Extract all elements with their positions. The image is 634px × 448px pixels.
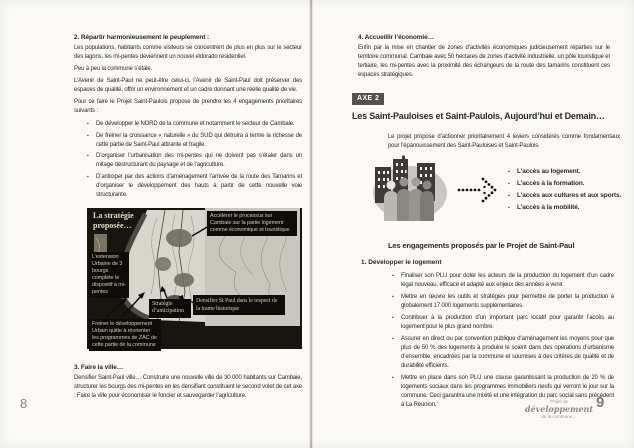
left-page-content	[74, 34, 302, 404]
section2-heading: 2. Répartir harmonieusement le peuplement :	[74, 34, 210, 41]
lever-text: L’accès à la formation.	[517, 179, 585, 187]
section4	[358, 34, 610, 80]
map-label-freiner: Freiner le développement Urbain quitte à réorienter les programmes de ZAC de cette partie de la commune	[89, 319, 161, 351]
bullet-icon: ▪	[87, 153, 89, 159]
bullet-text: Assurer en direct ou par convention publique d’aménagement les moyens pour que plus de 50 % des logements à produire le soient dans des opérations d’urbanisme d’ensemble, encadrées par la commune et soumises à des critères de qualité et de durabilité efficients.	[401, 335, 614, 369]
list-item	[87, 152, 302, 170]
bullet-icon: ▪	[87, 173, 89, 180]
list-item	[87, 173, 302, 200]
footer-line: de la commune…	[541, 413, 577, 419]
bullet-icon: ▪	[392, 293, 394, 300]
right-page	[314, 0, 634, 448]
bullet-text: De freiner la croissance « naturelle » du SUD qui détruira à terme la richesse de cette partie de Saint-Paul attirante et fragile.	[96, 132, 302, 148]
bullet-text: D’anticiper par des actions d’aménagement l’arrivée de la route des Tamarins et d’organiser le développement des hauts à partir de cette nouvelle voie structurante.	[96, 173, 302, 198]
footer-line: Projet de	[549, 399, 568, 404]
section3-paragraph: Densifier Saint-Paul ville… Construire une nouvelle ville de 30 000 habitants sur Cambaie, structurer les bourgs des mi-pentes en les densifiant constituent le second volet de cet axe : Faire la ville pour économiser le foncier et sauvegarder l’agriculture.	[74, 374, 302, 399]
bullet-icon: ▪	[508, 192, 510, 199]
bullet-icon: ▪	[87, 121, 89, 127]
bullet-icon: ▪	[508, 180, 510, 187]
bullet-text: Mettre en place dans son PLU une clause garantissant la production de 20 % de logements sociaux dans les programmes immobiliers neufs qui verront le jour sur la commune. Ceci garantira une mixité et une intégration du parc social sans précédent à La Réunion.	[401, 374, 615, 408]
map-label-accelerer: Accélérer le processus sur Cambaie sur la partie logement comme économique et touristique	[207, 211, 297, 236]
map-label-extension: L’extension Urbaine de 3 bourgs complète le dispositif à mi-pentes	[89, 252, 129, 298]
bullet-text: Finaliser son PLU pour doter les acteurs de la production du logement d’un cadre légal nouveau, efficace et adapté aux enjeux des années à venir.	[401, 272, 614, 288]
bullet-icon: ▪	[392, 272, 394, 279]
section2-paragraph: Les populations, habitants comme visiteurs se concentrent de plus en plus sur le secteur des lagons, les mi-pentes deviennent un nouvel eldorado résidentiel.	[74, 45, 302, 60]
list-item	[87, 120, 302, 129]
bullet-icon: ▪	[87, 132, 89, 139]
footer-line: développement	[524, 403, 594, 414]
strategy-map-figure	[87, 208, 302, 349]
map-label-densifier: Densifier St Paul dans le respect de la trame historique	[193, 295, 285, 315]
right-page-footer	[522, 399, 596, 419]
left-page-number: 8	[20, 396, 28, 411]
map-title: La stratégie proposée…	[93, 210, 134, 230]
section2-paragraph: L’Avenir de Saint-Paul ne peut-être celui-ci. l’Avenir de Saint-Paul doit préserver des espaces de qualité, offrir un environnement et un cadre donnant une réelle qualité de vie.	[74, 78, 302, 93]
bullet-icon: ▪	[392, 374, 394, 381]
right-page-number: 9	[596, 394, 605, 411]
levers-row	[370, 155, 622, 225]
section4-heading: 4. Accueillir l’économie…	[358, 34, 435, 41]
axe2-badge: AXE 2	[352, 93, 384, 105]
list-item	[392, 335, 614, 371]
engagements-subheading: 1. Développer le logement	[361, 258, 442, 266]
list-item	[508, 178, 621, 190]
section2-bullet-list	[74, 120, 302, 200]
dotted-arrow-icon	[456, 175, 502, 205]
section2-paragraph: Peu à peu la commune s’étale.	[74, 66, 153, 72]
bullet-icon: ▪	[392, 335, 394, 342]
lever-text: L’accès à la mobilité.	[517, 203, 580, 211]
bullet-icon: ▪	[508, 168, 510, 175]
section3-heading: 3. Faire la ville…	[74, 363, 124, 371]
section3	[74, 364, 302, 401]
axe2-intro: Le projet propose d’actionner prioritairement 4 leviers considérés comme fondamentaux pour l’épanouissement des Saint-Pauloises et Saint-Paulois.	[388, 133, 620, 149]
list-item	[392, 293, 614, 311]
city-people-illustration	[370, 155, 450, 225]
list-item	[508, 202, 621, 214]
list-item	[392, 314, 614, 332]
levers-list	[508, 166, 621, 214]
left-page	[0, 0, 310, 448]
axe2-heading: Les Saint-Pauloises et Saint-Paulois, Aujourd’hui et Demain…	[352, 110, 605, 121]
right-page-content	[352, 34, 622, 413]
lever-text: L’accès au logement.	[517, 167, 581, 175]
bullet-text: De développer le NORD de la commune et notamment le secteur de Cambaie.	[96, 121, 295, 127]
list-item	[87, 132, 302, 150]
section4-paragraph: Enfin par la mise en chantier de zones d’activités économiques judicieusement réparties sur le territoire communal. Cambaie avec 50 hectares de zones d’activité industrielle, un pôle touristique et tertiaire, les mi-pentes avec la proximité des échangeurs de la route des tamarins constituent ces espaces stratégiques.	[358, 45, 610, 78]
list-item	[392, 272, 614, 290]
list-item	[508, 190, 621, 202]
bullet-icon: ▪	[392, 314, 394, 321]
engagements-bullet-list	[352, 272, 614, 410]
engagements-heading: Les engagements proposés par le Projet de Saint-Paul	[388, 240, 575, 250]
list-item	[508, 166, 621, 178]
bullet-text: Contribuer à la production d’un important parc locatif pour garantir l’accès au logement pour le plus grand nombre.	[401, 314, 614, 330]
lever-text: L’accès aux cultures et aux sports.	[517, 191, 622, 199]
map-label-anticipation: Stratégie d’anticipation	[149, 299, 191, 318]
section2-paragraph: Pour ce faire le Projet Saint-Paulois propose de prendre les 4 engagements prioritaires suivants :	[74, 99, 302, 114]
bullet-text: Mettre en œuvre les outils et stratégies pour permettre de porter la production à globalement 17 000 logements supplémentaires.	[401, 293, 614, 309]
bullet-icon: ▪	[508, 204, 510, 211]
bullet-text: D’organiser l’urbanisation des mi-pentes qui ne doivent pas s’étaler dans un mitage déstructurant du paysage et de l’agriculture.	[96, 153, 302, 168]
